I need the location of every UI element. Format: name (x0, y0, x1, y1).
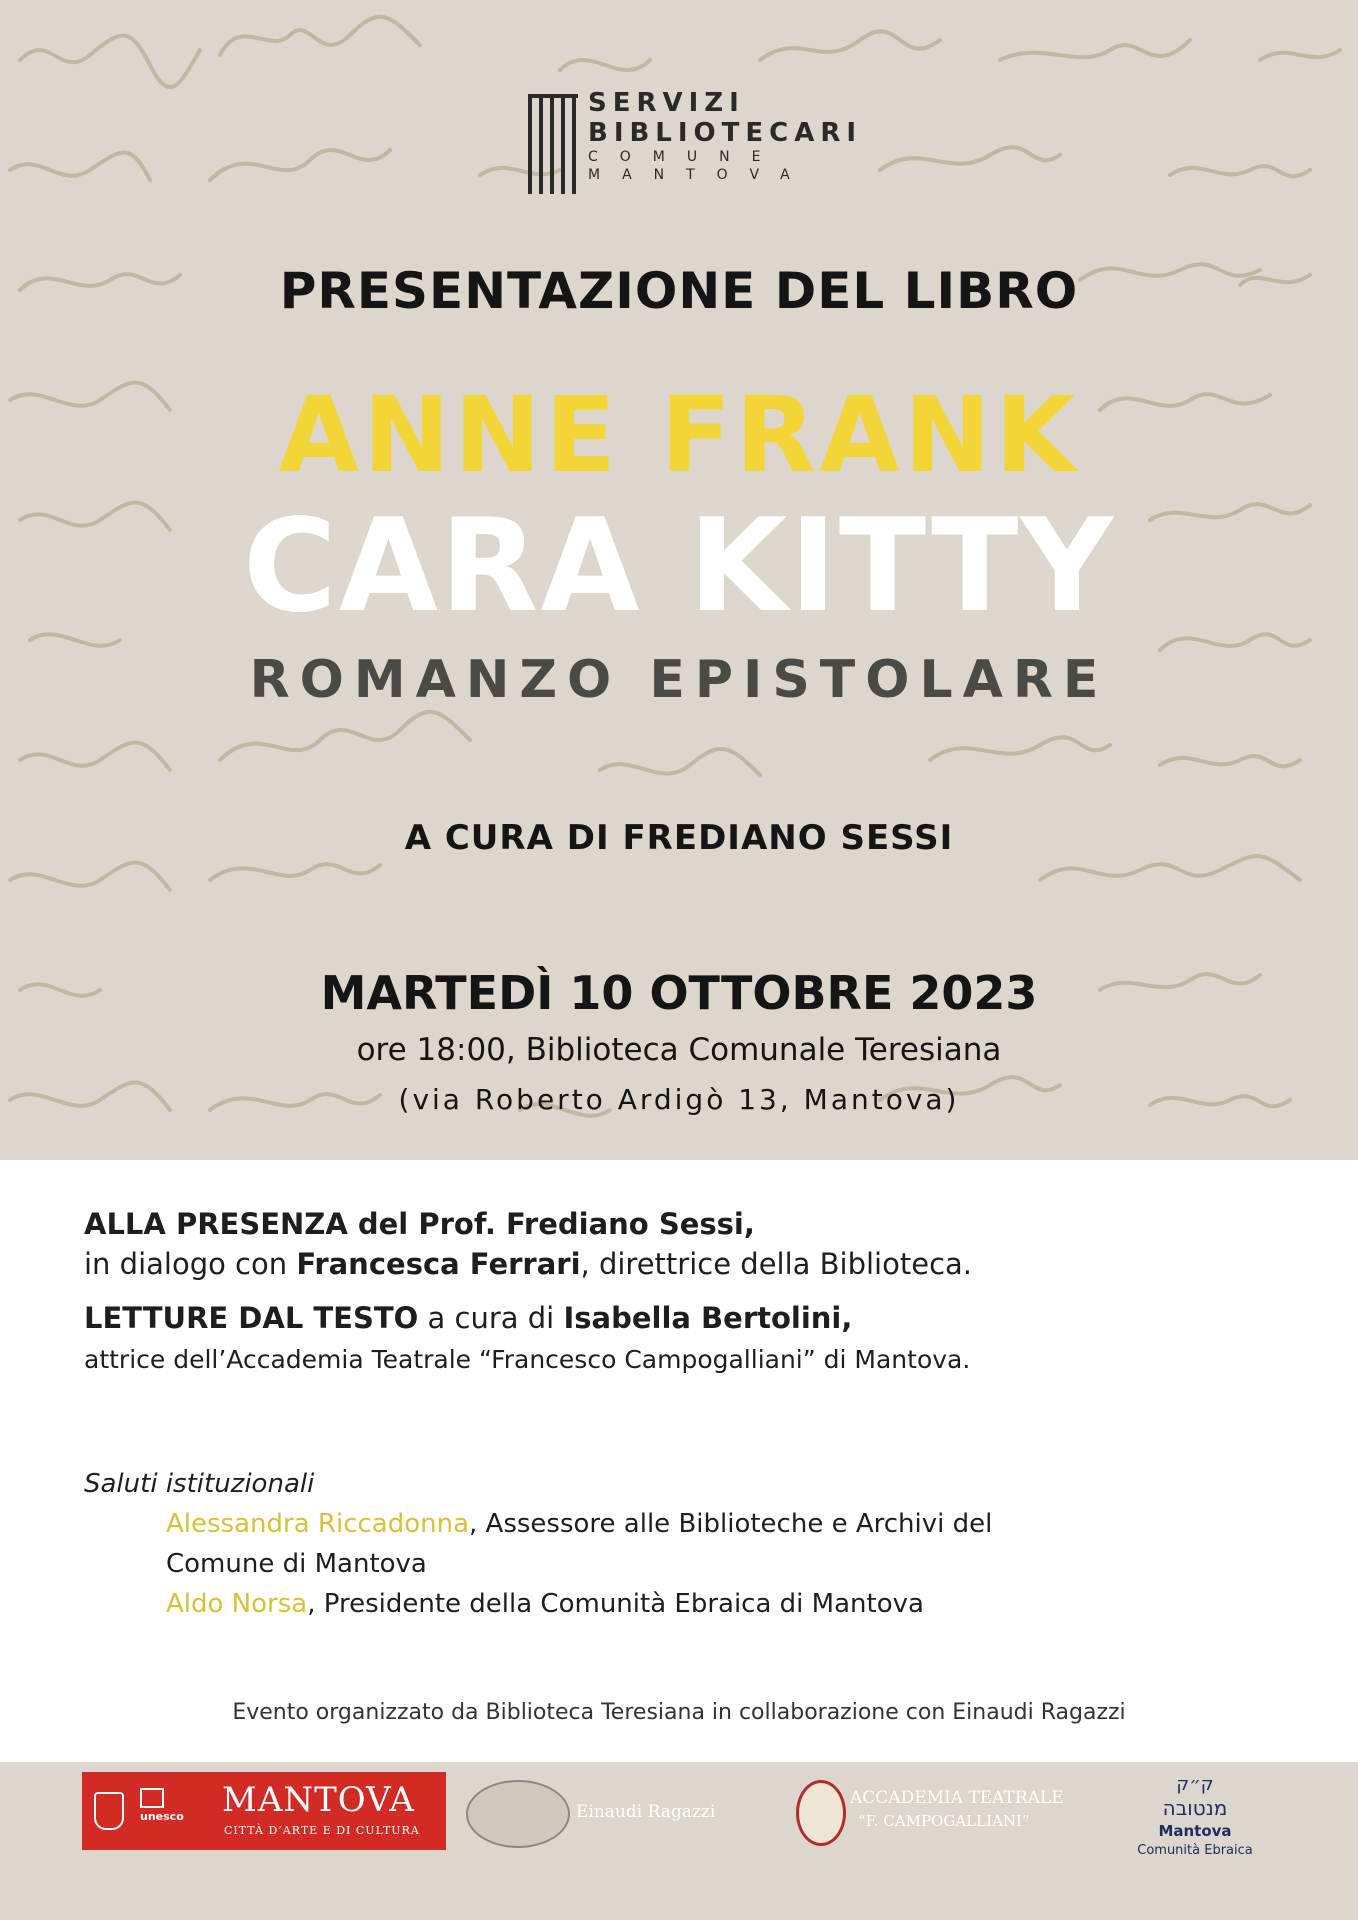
logo-line-mantova: MANTOVA (588, 167, 812, 183)
mantova-title: MANTOVA (222, 1780, 415, 1820)
accademia-sublabel: “F. CAMPOGALLIANI” (858, 1812, 1030, 1830)
greeting-2 (84, 1584, 1284, 1624)
book-subtitle: ROMANZO EPISTOLARE (249, 650, 1109, 710)
program-details (84, 1204, 1284, 1378)
library-columns-icon (528, 94, 578, 194)
greeting-2-role: , Presidente della Comunità Ebraica di Mantova (307, 1589, 924, 1619)
ceb-hebrew-1: ק״ק (1176, 1774, 1214, 1795)
event-heading: PRESENTAZIONE DEL LIBRO (279, 262, 1079, 320)
dialogue-partner: Francesca Ferrari (296, 1247, 581, 1281)
einaudi-ragazzi-label: Einaudi Ragazzi (576, 1802, 716, 1822)
organizer-note: Evento organizzato da Biblioteca Teresiana in collaborazione con Einaudi Ragazzi (232, 1700, 1126, 1725)
book-title-line1: ANNE FRANK (278, 374, 1080, 496)
presence-line: ALLA PRESENZA del Prof. Frediano Sessi, (84, 1207, 755, 1241)
unesco-label: unesco (140, 1810, 184, 1823)
institutional-greetings (84, 1464, 1284, 1624)
event-date: MARTEDÌ 10 OTTOBRE 2023 (320, 966, 1038, 1020)
dialogue-role: , direttrice della Biblioteca. (580, 1247, 973, 1281)
readings-label: LETTURE DAL TESTO (84, 1301, 419, 1335)
logo-line-bibliotecari: BIBLIOTECARI (588, 118, 863, 148)
mantova-subtitle: CITTÀ D’ARTE E DI CULTURA (224, 1824, 420, 1837)
event-time-place: ore 18:00, Biblioteca Comunale Teresiana (356, 1032, 1002, 1068)
book-title-line2: CARA KITTY (242, 492, 1116, 641)
ceb-city: Mantova (1158, 1822, 1232, 1840)
program-paragraph-1 (84, 1204, 1284, 1284)
greetings-label: Saluti istituzionali (84, 1469, 315, 1499)
logo-line-servizi: SERVIZI (588, 88, 745, 118)
greeting-2-name: Aldo Norsa (166, 1589, 308, 1619)
sponsor-footer (0, 1762, 1358, 1920)
accademia-label: ACCADEMIA TEATRALE (850, 1788, 1064, 1808)
program-paragraph-2 (84, 1298, 1284, 1378)
reader-name: Isabella Bertolini, (563, 1301, 853, 1335)
readings-mid: a cura di (418, 1301, 564, 1335)
mantova-logo (82, 1772, 446, 1850)
einaudi-emblem-icon (466, 1780, 570, 1848)
dialogue-prefix: in dialogo con (84, 1247, 297, 1281)
ceb-name: Comunità Ebraica (1137, 1843, 1253, 1858)
unesco-logo (140, 1788, 208, 1832)
greeting-1 (84, 1504, 1284, 1584)
accademia-seal-icon (796, 1780, 846, 1846)
comunita-ebraica-logo (1120, 1774, 1270, 1860)
book-curator: A CURA DI FREDIANO SESSI (404, 818, 954, 858)
greeting-1-role: , Assessore alle Biblioteche e Archivi del (469, 1509, 993, 1539)
reader-role: attrice dell’Accademia Teatrale “Francesco Campogalliani” di Mantova. (84, 1345, 971, 1374)
greeting-1-role-cont: Comune di Mantova (166, 1549, 427, 1579)
logo-line-comune: COMUNE (588, 149, 783, 165)
event-address: (via Roberto Ardigò 13, Mantova) (398, 1083, 960, 1116)
mantova-crest-icon (94, 1792, 124, 1830)
ceb-hebrew-2: מנטובה (1162, 1796, 1228, 1820)
greeting-1-name: Alessandra Riccadonna (166, 1509, 470, 1539)
